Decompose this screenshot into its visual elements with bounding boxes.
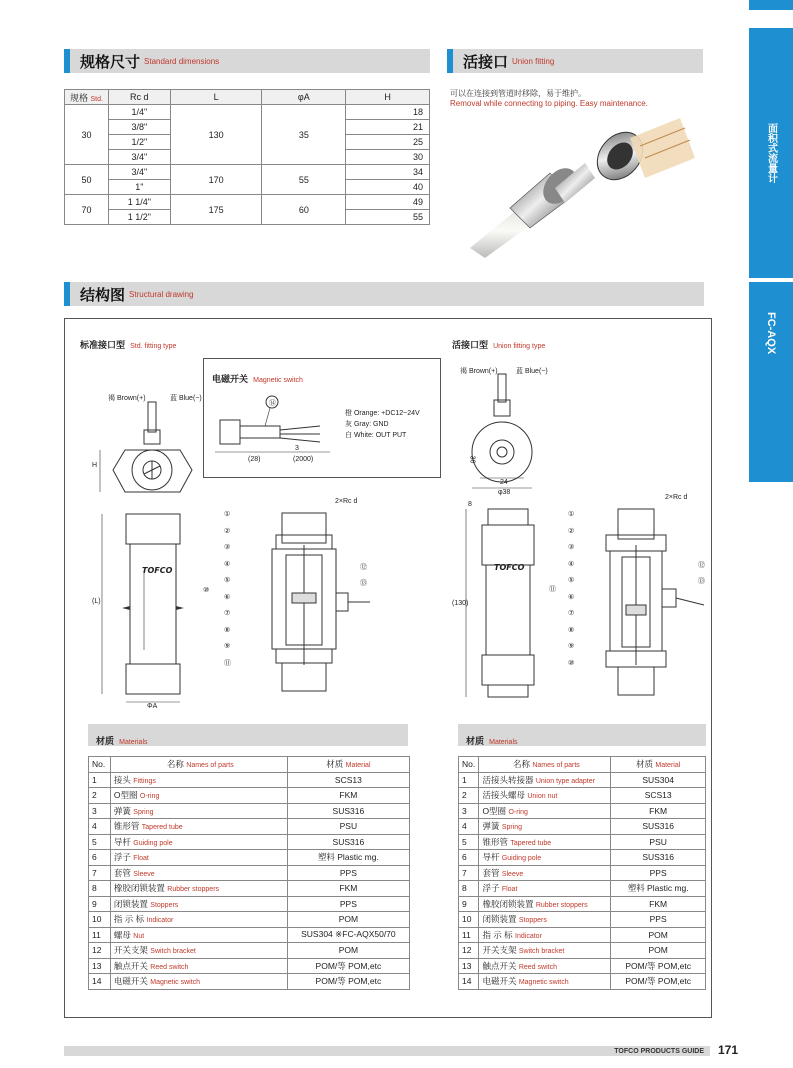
switch-dim-3: 3 xyxy=(295,445,299,452)
sidebar-tab xyxy=(749,0,793,10)
material-row: 4 锥形管 Tapered tube PSU xyxy=(89,819,410,835)
union-desc: 可以在连接到管道时移除，易于维护。 Removal while connecting to piping. Easy maintenance. xyxy=(450,89,648,108)
material-row: 11 螺母 Nut SUS304 ※FC-AQX50/70 xyxy=(89,927,410,943)
switch-wire-gray: 灰 Gray: GND xyxy=(345,421,389,428)
union-callouts: ① ② ③ ④ ⑤ ⑥ ⑦ ⑧ ⑨ ⑩ xyxy=(568,511,575,667)
std-front-view xyxy=(92,510,202,710)
std-materials-header: 材质 Materials xyxy=(88,724,408,746)
std-top-view xyxy=(80,400,210,500)
material-row: 5 导杆 Guiding pole SUS316 xyxy=(89,834,410,850)
material-row: 2 O型圈 O-ring FKM xyxy=(89,788,410,804)
union-wire-blue: 蓝 Blue(−) xyxy=(516,368,548,375)
material-row: 7 套管 Sleeve PPS xyxy=(459,865,706,881)
dim-row: 50 3/4" 170 55 34 xyxy=(65,165,430,180)
std-dim-header: 规格尺寸 Standard dimensions xyxy=(64,49,430,73)
dim-row: 70 1 1/4" 175 60 49 xyxy=(65,195,430,210)
union-dim-36: 36 xyxy=(468,455,476,464)
callout-14: ⑭ xyxy=(269,400,276,407)
union-fitting-photo xyxy=(470,118,710,258)
callout-10: ⑩ xyxy=(203,587,210,594)
dim-row: 3/8" 21 xyxy=(65,120,430,135)
switch-dim-2000: (2000) xyxy=(293,456,314,463)
union-callouts-right: ⑫ ⑬ xyxy=(698,562,705,585)
union-materials-table: No. 名称 Names of parts 材质 Material 1 活接头转接器 Union type adapter SUS304 2 活接头螺母 Union nut SCS13 3 O型圈 O-ring FKM 4 弹簧 Spring SUS316 5 锥形管 Tapered tube PSU 6 导杆 Guiding pole SUS316 7 套管 Sleeve PPS 8 浮子 Float 塑料 Plastic mg. 9 橡胶闭锁装置 Rubber stoppers FKM 10 闭锁装置 Stoppers PPS 11 指 示 标 Indicator POM 12 开关支架 Switch bracket POM 13 触点开关 Reed switch POM/等 POM,etc 14 电磁开关 Magnetic switch POM/等 POM,etc xyxy=(458,756,706,990)
sidebar-category: 面积式流量计 xyxy=(749,28,793,278)
union-type-title: 活接口型 Union fitting type xyxy=(452,341,546,351)
material-row: 5 锥形管 Tapered tube PSU xyxy=(459,834,706,850)
union-materials-header: 材质 Materials xyxy=(458,724,706,746)
std-type-title: 标准接口型 Std. fitting type xyxy=(80,341,177,351)
material-row: 1 接头 Fittings SCS13 xyxy=(89,772,410,788)
std-dim-a: ΦA xyxy=(147,703,158,710)
dim-row: 3/4" 30 xyxy=(65,150,430,165)
union-dim-8: 8 xyxy=(468,501,472,508)
material-row: 10 闭锁装置 Stoppers PPS xyxy=(459,912,706,928)
union-top-view xyxy=(460,372,560,502)
std-rc-label: 2×Rc d xyxy=(335,498,358,505)
material-row: 7 套管 Sleeve PPS xyxy=(89,865,410,881)
std-callouts-right: ⑫ ⑬ xyxy=(360,564,367,587)
structural-header: 结构图 Structural drawing xyxy=(64,282,704,306)
union-front-view xyxy=(460,505,560,705)
material-row: 10 指 示 标 Indicator POM xyxy=(89,912,410,928)
union-header: 活接口 Union fitting xyxy=(447,49,703,73)
union-section-view xyxy=(598,505,708,705)
material-row: 11 指 示 标 Indicator POM xyxy=(459,927,706,943)
material-row: 9 橡胶闭锁装置 Rubber stoppers FKM xyxy=(459,896,706,912)
dimensions-table: 规格 Std. Rc d L φA H 30 1/4" 130 35 18 3/8" 21 1/2" 25 3/4" 30 50 3/4" 170 55 34 1" 40 70 1 1/4" 175 60 49 1 1/2" 55 xyxy=(64,89,430,225)
material-row: 3 弹簧 Spring SUS316 xyxy=(89,803,410,819)
material-row: 2 活接头螺母 Union nut SCS13 xyxy=(459,788,706,804)
material-row: 6 导杆 Guiding pole SUS316 xyxy=(459,850,706,866)
page-number: 171 xyxy=(718,1043,739,1057)
material-row: 1 活接头转接器 Union type adapter SUS304 xyxy=(459,772,706,788)
union-dim-38: φ38 xyxy=(498,489,511,496)
union-callout-11: ⑪ xyxy=(549,586,556,593)
union-wire-brown: 褐 Brown(+) xyxy=(460,368,498,375)
switch-dim-28: (28) xyxy=(248,456,261,463)
union-brand: TOFCO xyxy=(494,563,525,572)
material-row: 8 橡胶闭锁装置 Rubber stoppers FKM xyxy=(89,881,410,897)
union-dim-24: 24 xyxy=(500,479,508,486)
material-row: 8 浮子 Float 塑料 Plastic mg. xyxy=(459,881,706,897)
dim-row: 1 1/2" 55 xyxy=(65,210,430,225)
material-row: 12 开关支架 Switch bracket POM xyxy=(459,943,706,959)
material-row: 6 浮子 Float 塑料 Plastic mg. xyxy=(89,850,410,866)
std-callouts: ① ② ③ ④ ⑤ ⑥ ⑦ ⑧ ⑨ ⑪ xyxy=(224,511,231,667)
material-row: 14 电磁开关 Magnetic switch POM/等 POM,etc xyxy=(89,974,410,990)
union-dim-130: (130) xyxy=(452,600,469,607)
std-brand: TOFCO xyxy=(142,566,173,575)
footer-bar: TOFCO PRODUCTS GUIDE xyxy=(64,1046,710,1056)
dim-row: 1/2" 25 xyxy=(65,135,430,150)
sidebar-model: FC-AQX xyxy=(749,282,793,482)
material-row: 14 电磁开关 Magnetic switch POM/等 POM,etc xyxy=(459,974,706,990)
dim-row: 30 1/4" 130 35 18 xyxy=(65,105,430,120)
material-row: 9 闭锁装置 Stoppers PPS xyxy=(89,896,410,912)
std-dim-l: (L) xyxy=(92,598,101,605)
material-row: 13 触点开关 Reed switch POM/等 POM,etc xyxy=(459,958,706,974)
switch-title: 电磁开关 Magnetic switch xyxy=(212,375,303,385)
switch-wire-white: 白 White: OUT PUT xyxy=(345,432,407,439)
material-row: 3 O型圈 O-ring FKM xyxy=(459,803,706,819)
union-rc-label: 2×Rc d xyxy=(665,494,688,501)
material-row: 13 触点开关 Reed switch POM/等 POM,etc xyxy=(89,958,410,974)
material-row: 4 弹簧 Spring SUS316 xyxy=(459,819,706,835)
switch-wire-orange: 橙 Orange: +DC12~24V xyxy=(345,410,420,417)
std-dim-h: H xyxy=(92,462,98,469)
std-materials-table: No. 名称 Names of parts 材质 Material 1 接头 Fittings SCS13 2 O型圈 O-ring FKM 3 弹簧 Spring SUS316 4 锥形管 Tapered tube PSU 5 导杆 Guiding pole SUS316 6 浮子 Float 塑料 Plastic mg. 7 套管 Sleeve PPS 8 橡胶闭锁装置 Rubber stoppers FKM 9 闭锁装置 Stoppers PPS 10 指 示 标 Indicator POM 11 螺母 Nut SUS304 ※FC-AQX50/70 12 开关支架 Switch bracket POM 13 触点开关 Reed switch POM/等 POM,etc 14 电磁开关 Magnetic switch POM/等 POM,etc xyxy=(88,756,410,990)
dim-row: 1" 40 xyxy=(65,180,430,195)
material-row: 12 开关支架 Switch bracket POM xyxy=(89,943,410,959)
std-wire-brown: 褐 Brown(+) xyxy=(108,395,146,402)
std-section-view xyxy=(262,505,372,695)
std-wire-blue: 蓝 Blue(−) xyxy=(170,395,202,402)
